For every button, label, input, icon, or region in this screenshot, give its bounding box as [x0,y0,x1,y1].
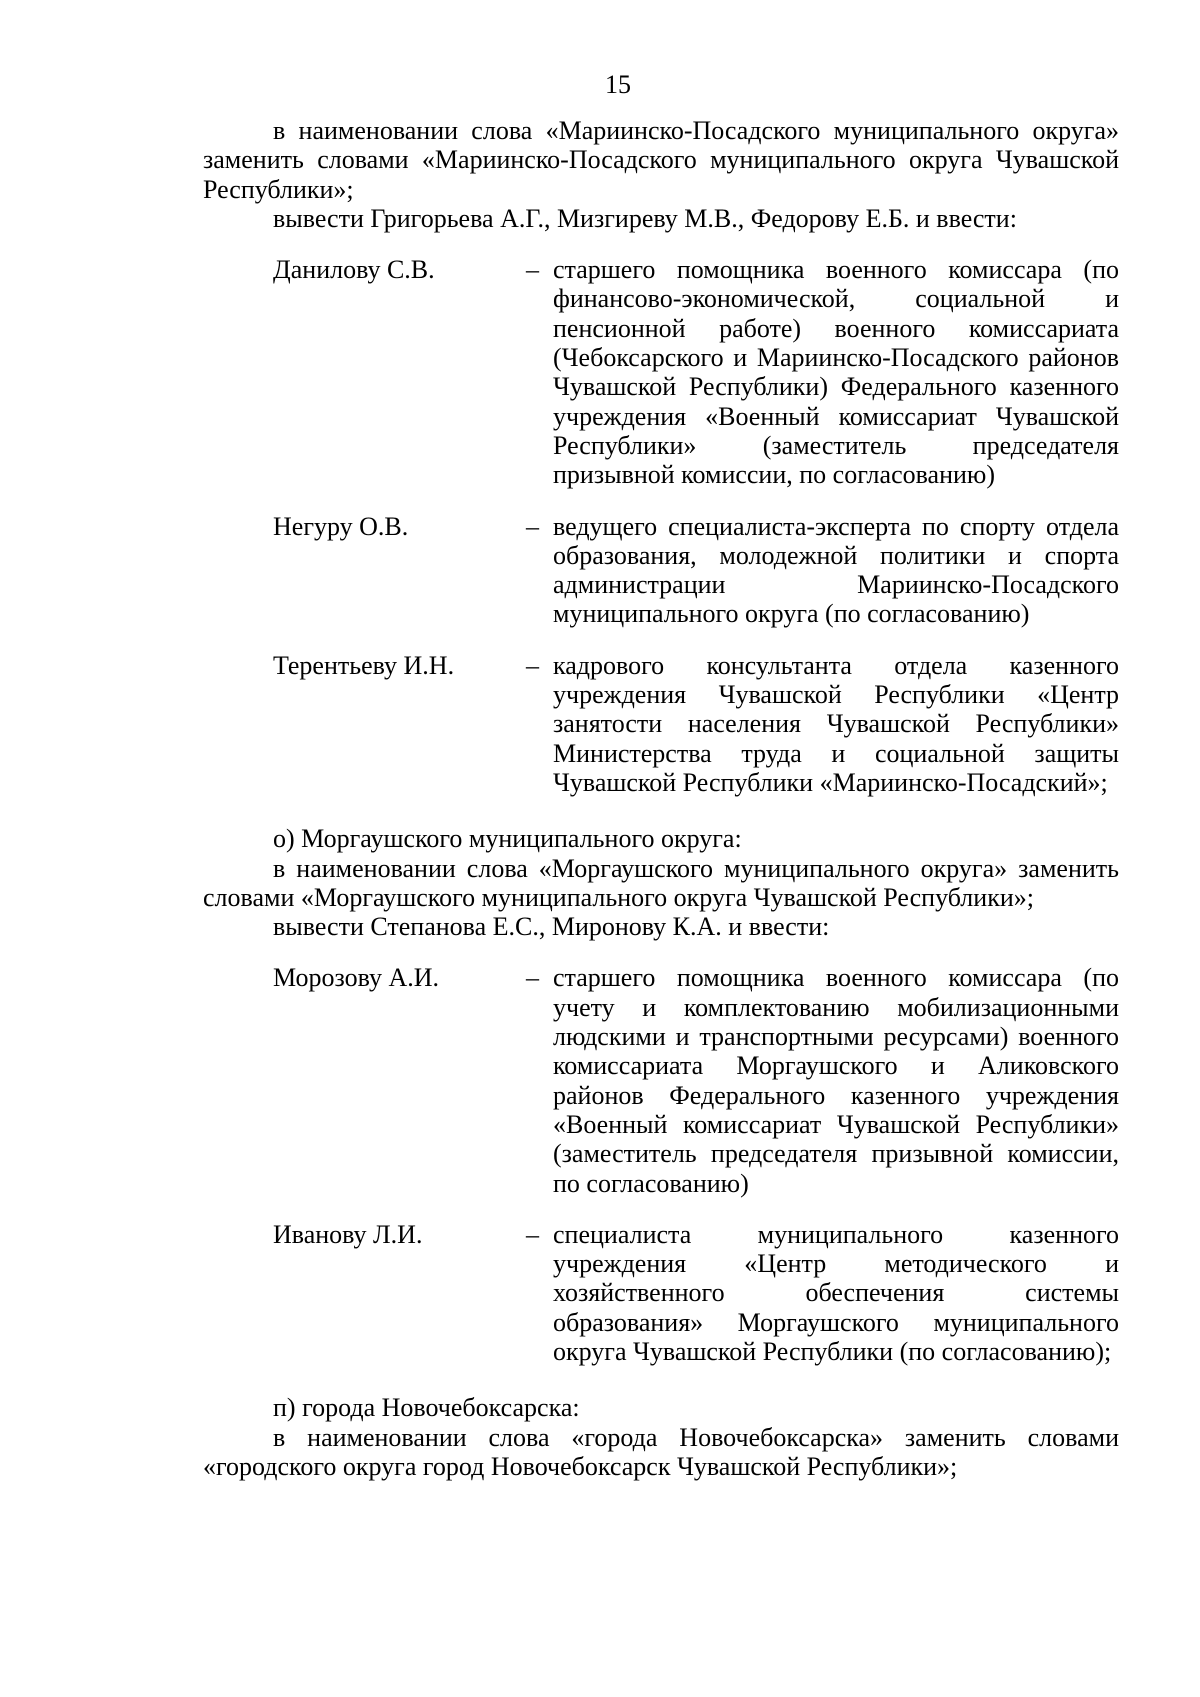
person-position: кадрового консультанта отдела казенного учреждения Чувашской Республики «Центр занятости населения Чувашской Республики» Министерства труда и социальной защиты Чувашской Республики «Мариинско-Посадский»; [553,650,1119,797]
person-name: Негуру О.В. [273,511,409,541]
person-entry [203,651,1119,797]
section-heading: п) города Новочебоксарска: [273,1393,580,1423]
section-heading: о) Моргаушского муниципального округа: [273,824,742,854]
dash: – [526,963,539,993]
person-entry [203,512,1119,629]
paragraph: вывести Степанова Е.С., Миронову К.А. и ввести: [273,912,830,942]
person-entry [203,963,1119,1197]
dash: – [526,255,539,285]
person-name: Терентьеву И.Н. [273,650,455,680]
person-position: старшего помощника военного комиссара (по учету и комплектованию мобилизационными людскими и транспортными ресурсами) военного комиссариата Моргаушского и Аликовского районов Федерального казенного учреждения «Военный комиссариат Чувашской Республики» (заместитель председателя призывной комиссии, по согласованию) [553,963,1119,1198]
person-entry [203,255,1119,489]
paragraph: в наименовании слова «Моргаушского муниципального округа» заменить словами «Моргаушского муниципального округа Чувашской Республики»; [203,853,1119,912]
paragraph: в наименовании слова «Мариинско-Посадского муниципального округа» заменить словами «Мариинско-Посадского муниципального округа Чувашской Республики»; [203,116,1119,204]
person-entry [203,1220,1119,1366]
paragraph: в наименовании слова «города Новочебоксарска» заменить словами «городского округа город Новочебоксарск Чувашской Республики»; [203,1422,1119,1481]
dash: – [526,650,539,680]
paragraph: вывести Григорьева А.Г., Мизгиреву М.В., Федорову Е.Б. и ввести: [273,203,1017,233]
dash: – [526,511,539,541]
document-body [203,116,1119,1481]
person-name: Иванову Л.И. [273,1219,423,1249]
dash: – [526,1219,539,1249]
person-position: специалиста муниципального казенного учреждения «Центр методического и хозяйственного обеспечения системы образования» Моргаушского муниципального округа Чувашской Республики (по согласованию); [553,1219,1119,1366]
person-name: Морозову А.И. [273,963,440,993]
person-position: ведущего специалиста-эксперта по спорту отдела образования, молодежной политики и спорта администрации Мариинско-Посадского муниципального округа (по согласованию) [553,511,1119,629]
person-position: старшего помощника военного комиссара (по финансово-экономической, социальной и пенсионной работе) военного комиссариата (Чебоксарского и Мариинско-Посадского районов Чувашской Республики) Федерального казенного учреждения «Военный комиссариат Чувашской Республики» (заместитель председателя призывной комиссии, по согласованию) [553,255,1119,490]
page-number: 15 [605,70,631,99]
person-name: Данилову С.В. [273,255,435,285]
